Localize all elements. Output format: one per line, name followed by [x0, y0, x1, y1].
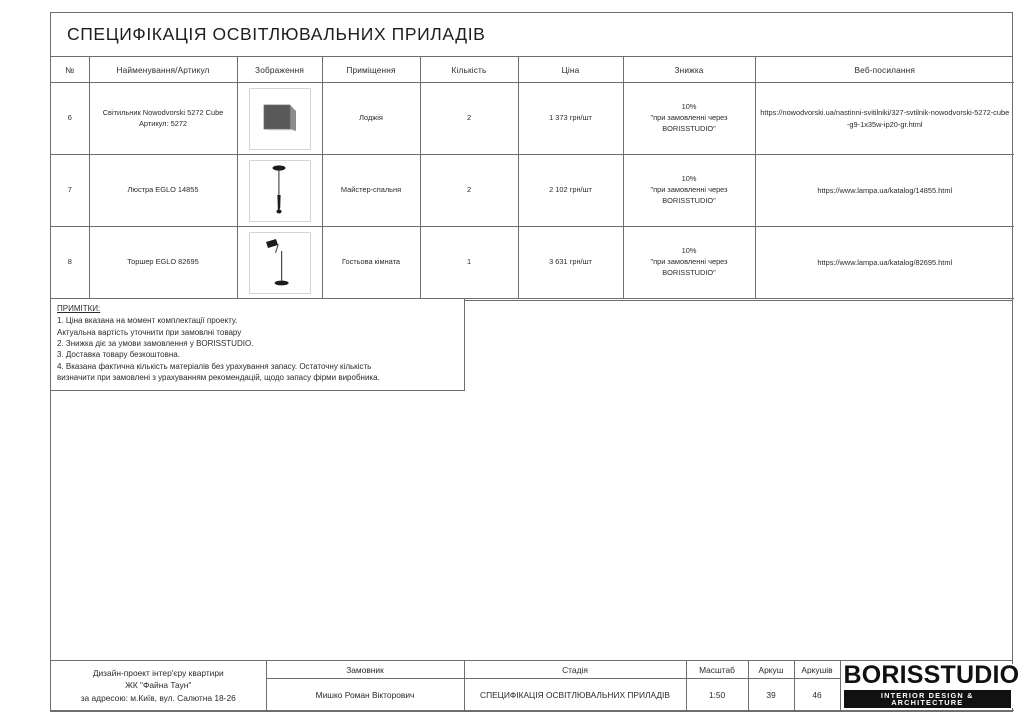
cell-discount: [623, 155, 755, 227]
product-url[interactable]: https://www.lampa.ua/katalog/82695.html: [817, 257, 953, 267]
sheet-value: 39: [748, 679, 794, 711]
customer-label: Замовник: [266, 661, 464, 679]
cell-number: 8: [51, 227, 89, 299]
project-line-1: Дизайн-проект інтер'єру квартири: [92, 667, 224, 678]
cell-link: [755, 83, 1014, 155]
table-row: [51, 227, 1014, 299]
cell-room: Лоджія: [322, 83, 420, 155]
column-header-number: №: [51, 57, 89, 83]
product-url[interactable]: https://www.lampa.ua/katalog/14855.html: [817, 185, 953, 195]
sheet-title-band: [51, 13, 1012, 57]
discount-percent: 10%: [681, 246, 697, 256]
cell-link: [755, 155, 1014, 227]
cell-quantity: 1: [420, 227, 518, 299]
cell-number: 6: [51, 83, 89, 155]
notes-box: [51, 299, 465, 391]
notes-title: ПРИМІТКИ:: [57, 304, 101, 313]
cell-room: Гостьова кімната: [322, 227, 420, 299]
discount-note: "при замовленні через BORISSTUDIO": [650, 257, 728, 277]
cell-number: 7: [51, 155, 89, 227]
pendant-lamp-thumbnail: [249, 160, 311, 222]
discount-note: "при замовленні через BORISSTUDIO": [650, 113, 728, 133]
drawing-sheet: [50, 12, 1020, 712]
notes-section: [51, 299, 1012, 391]
note-line-3: 2. Знижка діє за умови замовлення у BORISSTUDIO.: [57, 339, 254, 349]
stage-value: СПЕЦИФІКАЦІЯ ОСВІТЛЮВАЛЬНИХ ПРИЛАДІВ: [464, 679, 686, 711]
cell-discount: [623, 227, 755, 299]
table-header-row: [51, 57, 1014, 83]
column-header-image: Зображення: [237, 57, 322, 83]
cell-link: [755, 227, 1014, 299]
note-line-6: визначити при замовлені з урахуванням рекомендацій, щодо запасу фірми виробника.: [57, 373, 380, 383]
cell-image: [237, 227, 322, 299]
notes-filler: [465, 299, 1012, 301]
scale-label: Масштаб: [686, 661, 748, 679]
table-row: [51, 83, 1014, 155]
product-name: Люстра EGLO 14855: [127, 185, 199, 195]
customer-value: Мишко Роман Вікторович: [266, 679, 464, 711]
product-url[interactable]: https://nowodvorski.ua/nastinni-svitilniki/327-svtilnik-nowodvorski-5272-cube-g9-1x35w-ip20-gr.html: [760, 108, 1010, 129]
project-line-3: за адресою: м.Київ, вул. Салютна 18-26: [80, 692, 236, 703]
column-header-link: Веб-посилання: [755, 57, 1014, 83]
title-block: [51, 660, 1020, 711]
cell-quantity: 2: [420, 155, 518, 227]
company-logo: [840, 660, 1020, 711]
cell-quantity: 2: [420, 83, 518, 155]
product-name: Світильник Nowodvorski 5272 Cube: [102, 107, 224, 117]
discount-percent: 10%: [681, 174, 697, 184]
sheet-label: Аркуш: [748, 661, 794, 679]
floor-lamp-thumbnail: [249, 232, 311, 294]
cell-image: [237, 155, 322, 227]
cell-price: 3 631 грн/шт: [518, 227, 623, 299]
cell-price: 2 102 грн/шт: [518, 155, 623, 227]
note-line-1: 1. Ціна вказана на момент комплектації проекту.: [57, 316, 238, 326]
product-name: Торшер EGLO 82695: [127, 257, 199, 267]
column-header-price: Ціна: [518, 57, 623, 83]
note-line-5: 4. Вказана фактична кількість матеріалів без урахування запасу. Остаточну кількість: [57, 361, 372, 371]
project-info: [51, 661, 266, 711]
specification-table: [51, 57, 1014, 299]
scale-value: 1:50: [686, 679, 748, 711]
wall-lamp-cube-thumbnail: [249, 88, 311, 150]
discount-percent: 10%: [681, 102, 697, 112]
stage-label: Стадія: [464, 661, 686, 679]
sheets-value: 46: [794, 679, 840, 711]
column-header-room: Приміщення: [322, 57, 420, 83]
column-header-discount: Знижка: [623, 57, 755, 83]
blank-drawing-area: [51, 391, 1012, 674]
logo-wordmark: BORISSTUDIO: [843, 660, 1020, 689]
sheets-label: Аркушів: [794, 661, 840, 679]
project-line-2: ЖК "Файна Таун": [125, 680, 192, 691]
cell-image: [237, 83, 322, 155]
table-row: [51, 155, 1014, 227]
cell-name: [89, 227, 237, 299]
note-line-2: Актуальна вартість уточнити при замовлні товару: [57, 327, 242, 337]
discount-note: "при замовленні через BORISSTUDIO": [650, 185, 728, 205]
cell-room: Майстер-спальня: [322, 155, 420, 227]
column-header-name: Найменування/Артикул: [89, 57, 237, 83]
page-title: СПЕЦИФІКАЦІЯ ОСВІТЛЮВАЛЬНИХ ПРИЛАДІВ: [67, 24, 486, 44]
cell-discount: [623, 83, 755, 155]
cell-name: [89, 83, 237, 155]
product-article: Артикул: 5272: [138, 118, 188, 128]
logo-tagline: INTERIOR DESIGN & ARCHITECTURE: [844, 690, 1012, 709]
column-header-quantity: Кількість: [420, 57, 518, 83]
cell-name: [89, 155, 237, 227]
cell-price: 1 373 грн/шт: [518, 83, 623, 155]
note-line-4: 3. Доставка товару безкоштовна.: [57, 350, 180, 360]
